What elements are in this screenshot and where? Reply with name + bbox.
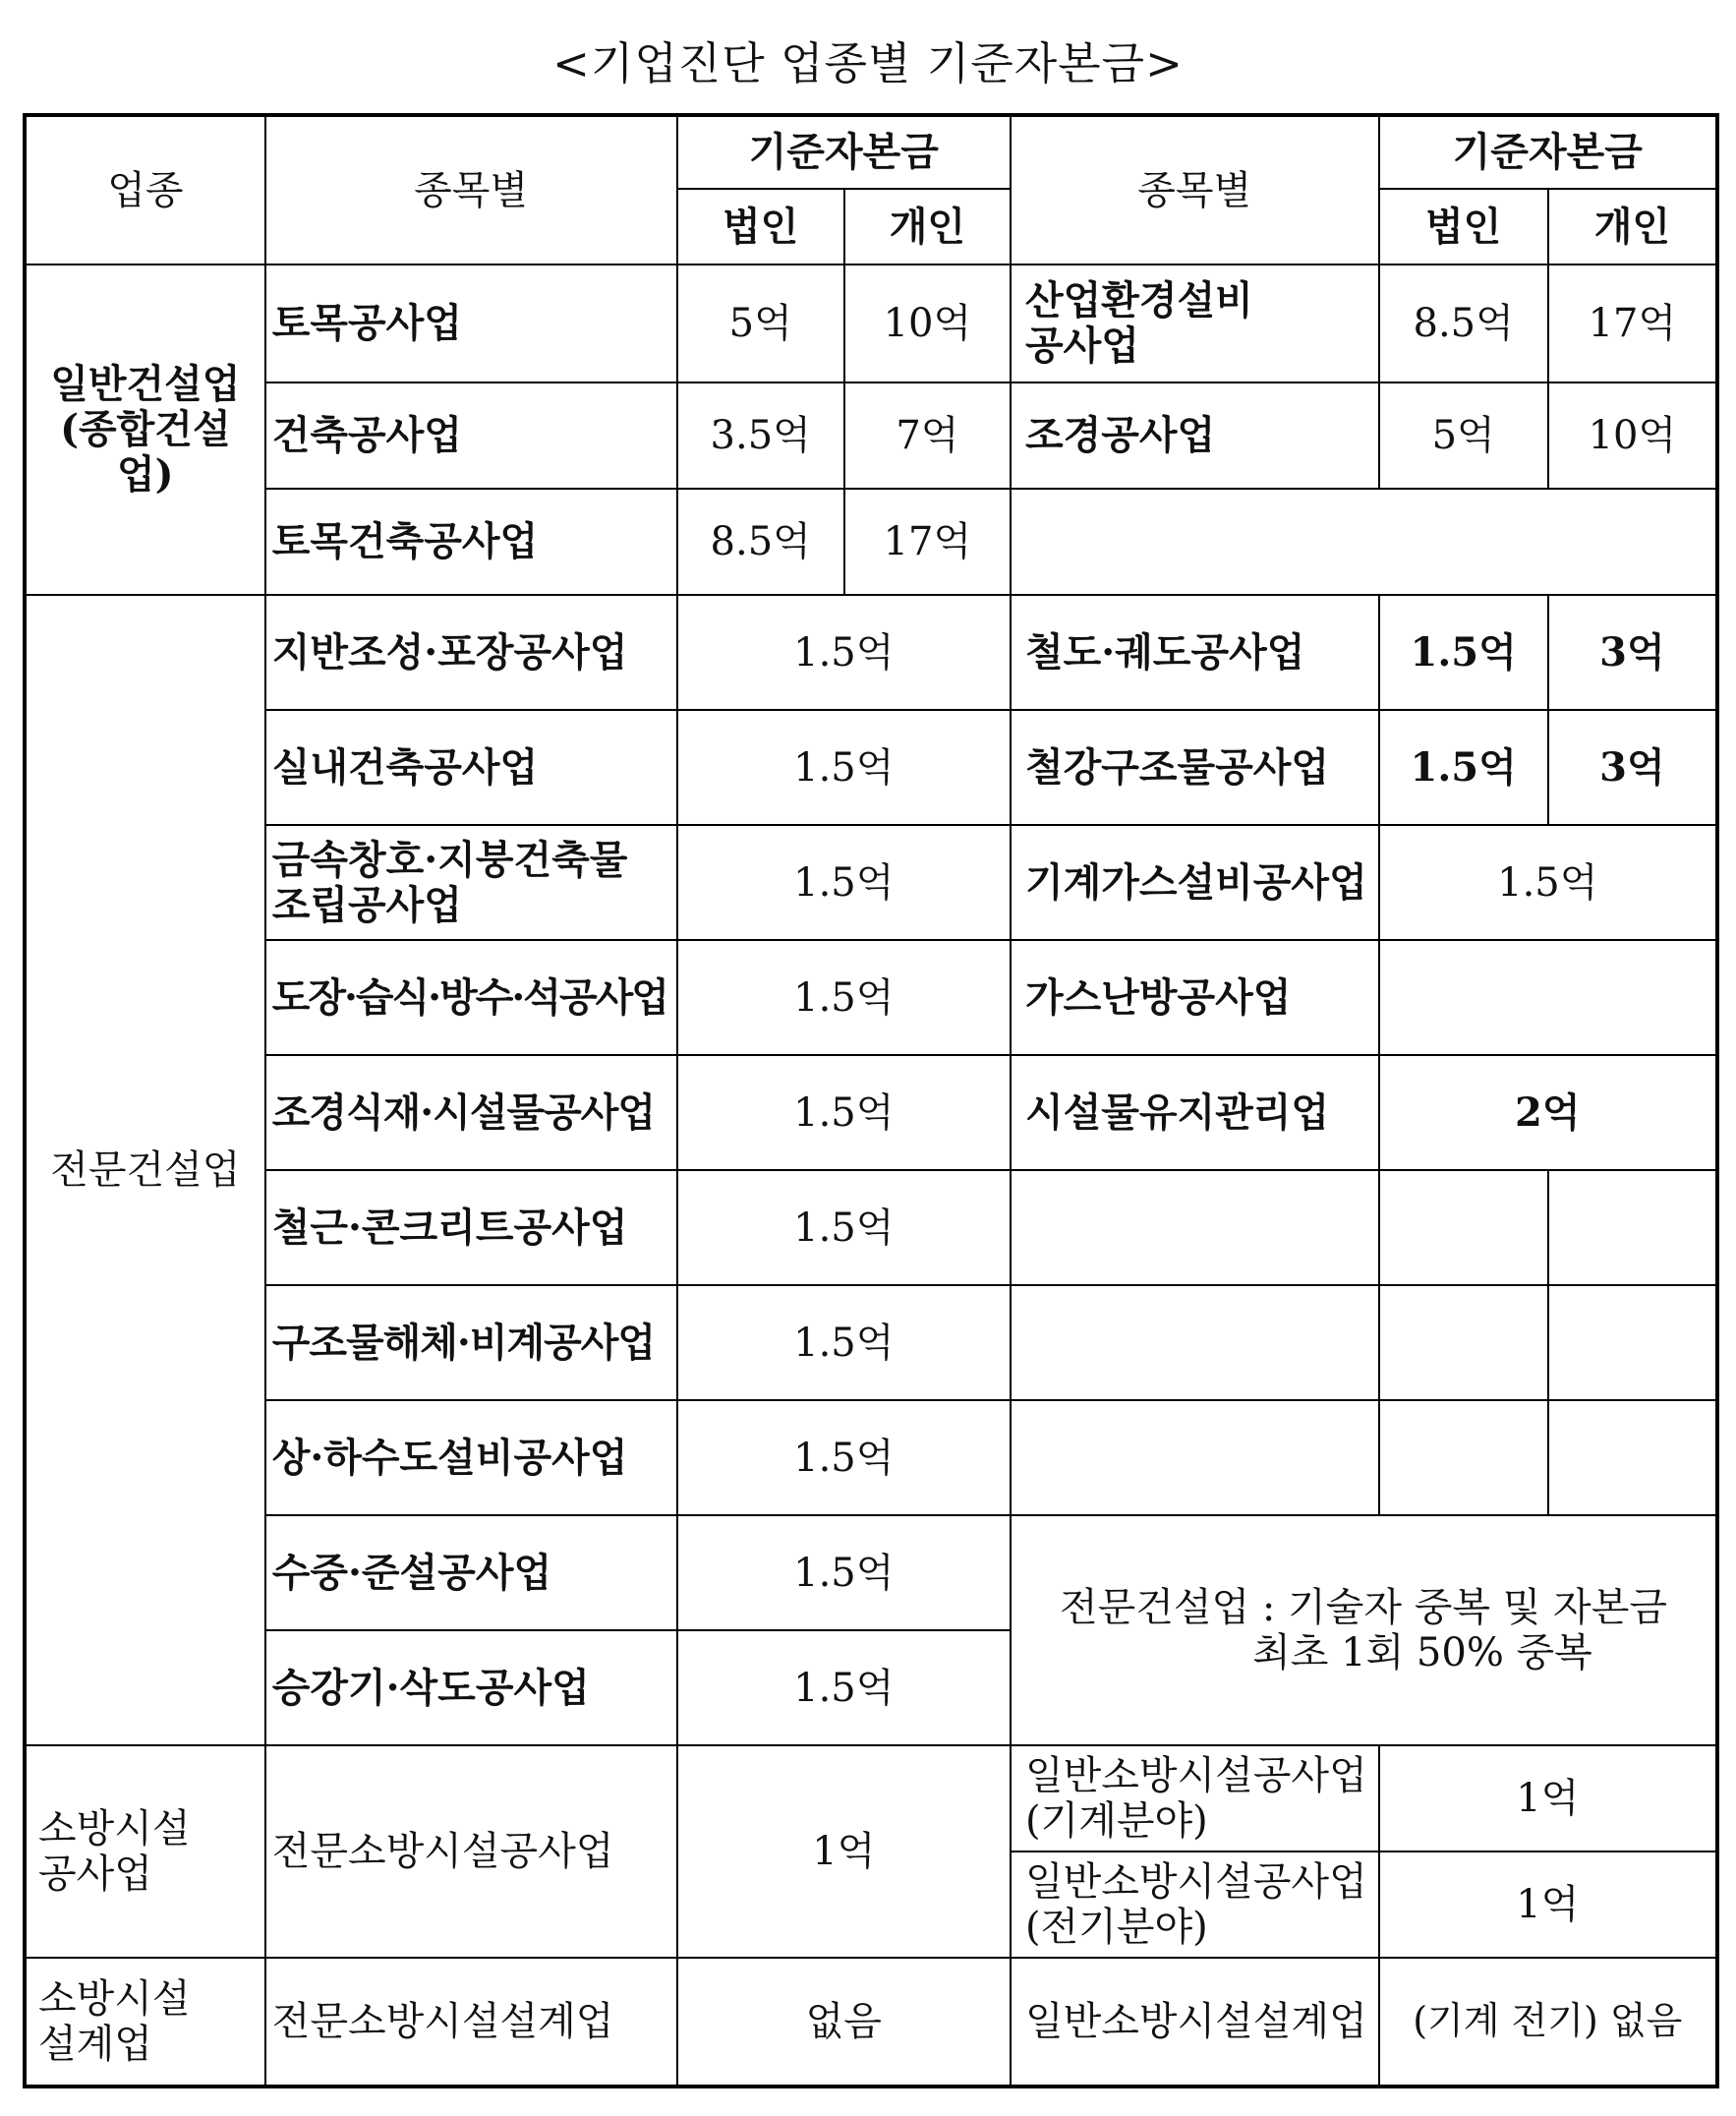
table-row [25,940,1717,1055]
capital-cell: 1억 [677,1745,1011,1958]
empty-cell [1379,1170,1548,1285]
item-cell-2: 일반소방시설설계업 [1011,1958,1379,2087]
capital-cell: 1.5억 [677,1400,1011,1515]
page-title: <기업진단 업종별 기준자본금> [552,37,1184,89]
empty-cell [1548,1285,1717,1400]
header-capital: 기준자본금 [677,115,1011,189]
empty-cell [1548,1170,1717,1285]
individual-cell-2: 3억 [1548,710,1717,825]
table-row [25,595,1717,710]
item-cell: 철근·콘크리트공사업 [265,1170,677,1285]
item-cell-2: 가스난방공사업 [1011,940,1379,1055]
corporate-cell: 8.5억 [677,489,844,595]
capital-cell-2: 1억 [1379,1852,1717,1958]
individual-cell: 10억 [844,264,1011,382]
table-row [25,825,1717,940]
header-corporate-2: 법인 [1379,189,1548,264]
empty-cell [1011,1400,1379,1515]
header-industry: 업종 [25,115,265,264]
item-cell: 전문소방시설공사업 [265,1745,677,1958]
table-row [25,489,1717,595]
individual-cell-2: 17억 [1548,264,1717,382]
capital-cell-2: (기계 전기) 없음 [1379,1958,1717,2087]
table-row [25,1055,1717,1170]
item-cell-2: 산업환경설비 공사업 [1011,264,1379,382]
header-individual: 개인 [844,189,1011,264]
corporate-cell-2: 1.5억 [1379,595,1548,710]
item-cell: 수중·준설공사업 [265,1515,677,1630]
table-row [25,710,1717,825]
individual-cell-2: 3억 [1548,595,1717,710]
capital-cell: 1.5억 [677,825,1011,940]
individual-cell-2: 10억 [1548,382,1717,489]
capital-cell: 1.5억 [677,595,1011,710]
individual-cell: 7억 [844,382,1011,489]
table-row [25,1170,1717,1285]
item-cell-2: 일반소방시설공사업 (전기분야) [1011,1852,1379,1958]
corporate-cell: 3.5억 [677,382,844,489]
empty-cell [1379,940,1717,1055]
capital-cell-2: 1억 [1379,1745,1717,1852]
individual-cell: 17억 [844,489,1011,595]
item-cell: 상·하수도설비공사업 [265,1400,677,1515]
item-cell-2: 기계가스설비공사업 [1011,825,1379,940]
item-cell: 건축공사업 [265,382,677,489]
table-row [25,382,1717,489]
capital-cell: 1.5억 [677,940,1011,1055]
empty-cell [1548,1400,1717,1515]
item-cell: 금속창호·지붕건축물 조립공사업 [265,825,677,940]
industry-fire-design: 소방시설 설계업 [25,1958,265,2087]
item-cell: 실내건축공사업 [265,710,677,825]
note-line-1: 전문건설업 : 기술자 중복 및 자본금 [1059,1585,1667,1630]
industry-fire-construction: 소방시설 공사업 [25,1745,265,1958]
corporate-cell-2: 8.5억 [1379,264,1548,382]
capital-cell: 1.5억 [677,1285,1011,1400]
capital-cell: 1.5억 [677,1630,1011,1745]
item-cell: 구조물해체·비계공사업 [265,1285,677,1400]
header-corporate: 법인 [677,189,844,264]
capital-cell: 1.5억 [677,1055,1011,1170]
item-cell: 토목공사업 [265,264,677,382]
note-line-2: 최초 1회 50% 중복 [1252,1630,1592,1675]
capital-cell-2: 2억 [1379,1055,1717,1170]
empty-cell [1011,1285,1379,1400]
corporate-cell: 5억 [677,264,844,382]
capital-cell: 1.5억 [677,1170,1011,1285]
empty-cell [1379,1400,1548,1515]
item-cell: 조경식재·시설물공사업 [265,1055,677,1170]
item-cell-2: 철강구조물공사업 [1011,710,1379,825]
table-row [25,1515,1717,1630]
item-cell-2: 철도·궤도공사업 [1011,595,1379,710]
header-item-2: 종목별 [1011,115,1379,264]
table-row [25,1745,1717,1852]
header-capital-2: 기준자본금 [1379,115,1717,189]
item-cell: 승강기·삭도공사업 [265,1630,677,1745]
empty-cell [1379,1285,1548,1400]
item-cell: 도장·습식·방수·석공사업 [265,940,677,1055]
table-row [25,1958,1717,2087]
table-row [25,264,1717,382]
capital-cell: 없음 [677,1958,1011,2087]
industry-specialty: 전문건설업 [25,595,265,1745]
header-item: 종목별 [265,115,677,264]
table-row [25,1400,1717,1515]
header-individual-2: 개인 [1548,189,1717,264]
table-row [25,1285,1717,1400]
capital-table [23,113,1719,2088]
specialty-note [1011,1515,1717,1745]
item-cell-2: 일반소방시설공사업 (기계분야) [1011,1745,1379,1852]
item-cell: 전문소방시설설계업 [265,1958,677,2087]
item-cell: 지반조성·포장공사업 [265,595,677,710]
capital-cell-2: 1.5억 [1379,825,1717,940]
empty-cell [1011,489,1717,595]
empty-cell [1011,1170,1379,1285]
corporate-cell-2: 5억 [1379,382,1548,489]
capital-cell: 1.5억 [677,1515,1011,1630]
capital-cell: 1.5억 [677,710,1011,825]
item-cell: 토목건축공사업 [265,489,677,595]
item-cell-2: 시설물유지관리업 [1011,1055,1379,1170]
item-cell-2: 조경공사업 [1011,382,1379,489]
industry-general: 일반건설업 (종합건설업) [25,264,265,595]
corporate-cell-2: 1.5억 [1379,710,1548,825]
